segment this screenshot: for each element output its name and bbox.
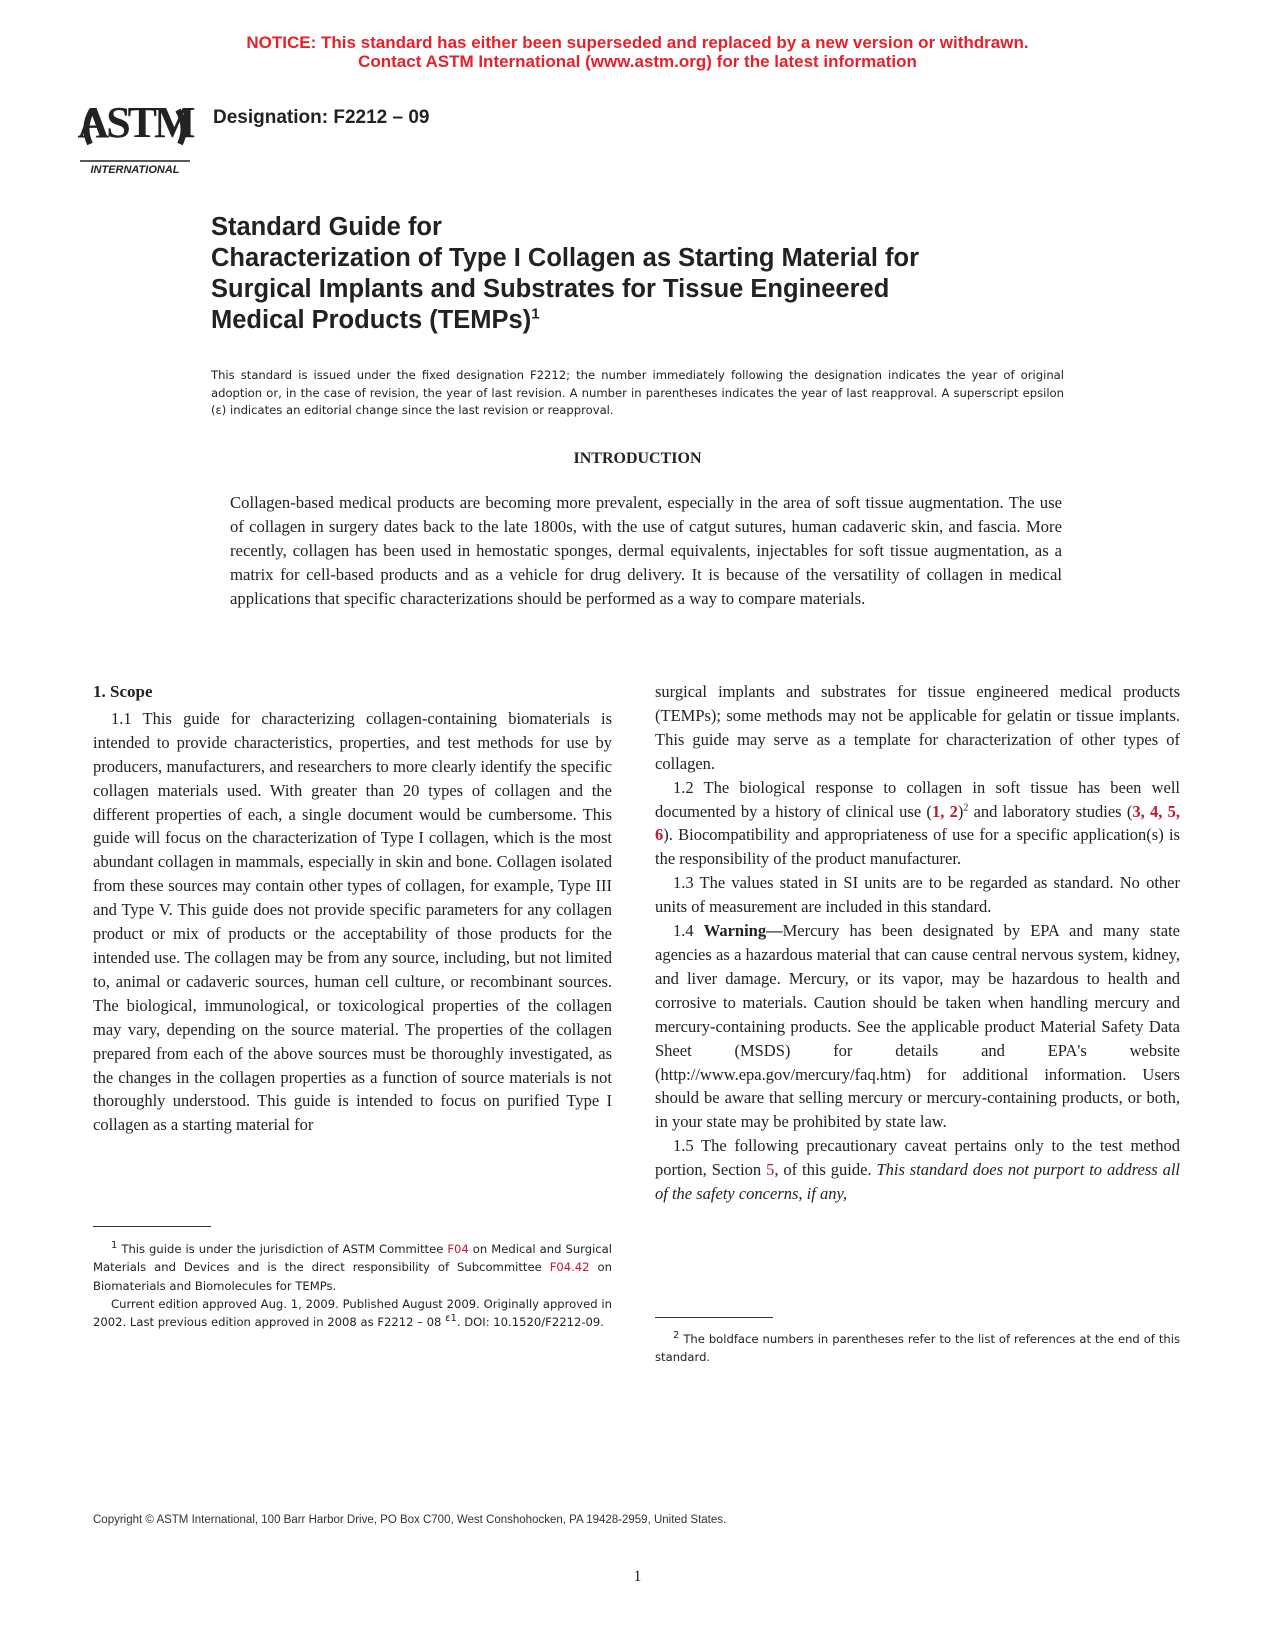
astm-logo bbox=[70, 82, 200, 182]
paragraph-1-4: 1.4 Warning—Mercury has been designated by EPA and many state agencies as a hazardous material that can cause central nervous system, kidney, and liver damage. Mercury, or its vapor, may be hazardous to health and corrosive to materials. Caution should be taken when handling mercury and mercury-containing products. See the applicable product Material Safety Data Sheet (MSDS) for details and EPA's website (http://www.epa.gov/mercury/faq.htm) for additional information. Users should be aware that selling mercury or mercury-containing products, or both, in your state may be prohibited by state law. bbox=[655, 921, 1180, 1132]
paragraph-1-5: 1.5 The following precautionary caveat pertains only to the test method portion, Section 5, of this guide. This standard does not purport to address all of the safety concerns, if any, bbox=[655, 1136, 1181, 1204]
title-line-3: Surgical Implants and Substrates for Tissue Engineered bbox=[211, 275, 890, 303]
paragraph-1-1: 1.1 This guide for characterizing collagen-containing biomaterials is intended to provide characteristics, properties, and test methods for use by producers, manufacturers, and researchers to more clearly identify the specific collagen materials used. With greater than 20 types of collagen and the different properties of each, a single document would be cumbersome. This guide will focus on the characterization of Type I collagen, which is the most abundant collagen in mammals, especially in skin and bone. Collagen isolated from these sources may contain other types of collagen, for example, Type III and Type V. This guide does not provide specific parameters for any collagen product or mix of products or the acceptability of those products for the intended use. The collagen may be from any source, including, but not limited to, animal or cadaveric sources, human cell culture, or recombinant sources. The biological, immunological, or toxicological properties of the collagen may vary, depending on the source material. The properties of the collagen prepared from each of the above sources must be thoroughly investigated, as the changes in the collagen properties as a function of source materials is not thoroughly understood. This guide is intended to focus on purified Type I collagen as a starting material for bbox=[93, 708, 612, 1135]
introduction-text: Collagen-based medical products are becoming more prevalent, especially in the area of soft tissue augmentation. The use of collagen in surgery dates back to the late 1800s, with the use of catgut sutures, human cadaveric skin, and fascia. More recently, collagen has been used in hemostatic sponges, dermal equivalents, injectables for soft tissue augmentation, as a matrix for cell-based products and as a vehicle for drug delivery. It is because of the versatility of collagen in medical applications that specific characterizations should be performed as a way to compare materials. bbox=[230, 493, 1062, 608]
reference-link-3[interactable]: 3 bbox=[1132, 801, 1141, 821]
paragraph-1-2: 1.2 The biological response to collagen in soft tissue has been well documented by a history of clinical use (1, 2)$^2$ and laboratory studies (3, 4, 5, 6). Biocompatibility and appropriateness of use for a specific application(s) is the responsibility of the product manufacturer. bbox=[655, 777, 1180, 869]
safety-caveat: This standard does not purport to address all of the safety concerns, if any, bbox=[655, 1160, 1181, 1204]
document-title bbox=[211, 212, 1111, 336]
title-line-1: Standard Guide for bbox=[211, 213, 442, 241]
reference-link-1[interactable]: 1 bbox=[931, 801, 941, 821]
footnote-1-text: $^1$ This guide is under the jurisdiction of ASTM Committee F04 on Medical and Surgical Materials and Devices and is the direct responsibility of Subcommittee F04.42 on Biomaterials and Biomolecules for TEMPs. bbox=[93, 1240, 613, 1293]
paragraph-1-3: 1.3 The values stated in SI units are to be regarded as standard. No other units of measurement are included in this standard. bbox=[655, 873, 1180, 917]
introduction-heading: INTRODUCTION bbox=[573, 450, 702, 467]
title-line-4: Medical Products (TEMPs)$^1$ bbox=[211, 305, 540, 334]
supersession-notice bbox=[0, 33, 1275, 71]
notice-line-2: Contact ASTM International (www.astm.org) for the latest information bbox=[358, 52, 917, 71]
title-footnote-mark: 1 bbox=[531, 305, 540, 323]
subcommittee-f04-42-link[interactable]: F04.42 bbox=[549, 1260, 590, 1275]
footnote-2-mark: 2 bbox=[963, 802, 969, 814]
reference-link-5[interactable]: 5 bbox=[1167, 801, 1176, 821]
footnote-rule-right bbox=[655, 1317, 773, 1318]
edition-note: Current edition approved Aug. 1, 2009. Published August 2009. Originally approved in 2002. Last previous edition approved in 2008 as F2212 – 08 $^{\varepsilon 1}$. DOI: 10.1520/F2212-09. bbox=[93, 1296, 612, 1330]
paragraph-1-1-continued: surgical implants and substrates for tissue engineered medical products (TEMPs); some methods may not be applicable for gelatin or tissue implants. This guide may serve as a template for characterization of other types of collagen. bbox=[655, 682, 1180, 773]
notice-line-1: NOTICE: This standard has either been superseded and replaced by a new version or withdrawn. bbox=[246, 33, 1029, 52]
left-column bbox=[93, 680, 612, 1137]
footnote-rule-left bbox=[93, 1226, 211, 1227]
section-5-link[interactable]: 5 bbox=[766, 1160, 775, 1180]
copyright-line: Copyright © ASTM International, 100 Barr Harbor Drive, PO Box C700, West Conshohocken, PA 19428-2959, United States. bbox=[93, 1514, 727, 1526]
issued-note: This standard is issued under the fixed designation F2212; the number immediately following the designation indicates the year of original adoption or, in the case of revision, the year of last revision. A number in parentheses indicates the year of last reapproval. A superscript epsilon (ε) indicates an editorial change since the last revision or reapproval. bbox=[211, 368, 1064, 417]
scope-heading: 1. Scope bbox=[93, 682, 153, 701]
footnote-1 bbox=[93, 1240, 612, 1331]
committee-f04-link[interactable]: F04 bbox=[447, 1242, 469, 1256]
right-column bbox=[655, 680, 1180, 1206]
reference-link-2[interactable]: 2 bbox=[949, 801, 958, 821]
logo-letters: ASTM bbox=[77, 98, 193, 147]
warning-label: Warning— bbox=[703, 921, 783, 941]
reference-link-6[interactable]: 6 bbox=[655, 825, 664, 845]
title-line-2: Characterization of Type I Collagen as Starting Material for bbox=[211, 244, 919, 272]
logo-org: INTERNATIONAL bbox=[90, 164, 180, 176]
designation: Designation: F2212 – 09 bbox=[213, 107, 430, 128]
footnote-2: $^2$ The boldface numbers in parentheses refer to the list of references at the end of this standard. bbox=[655, 1330, 1180, 1365]
page-number: 1 bbox=[633, 1568, 642, 1585]
reference-link-4[interactable]: 4 bbox=[1149, 801, 1159, 821]
